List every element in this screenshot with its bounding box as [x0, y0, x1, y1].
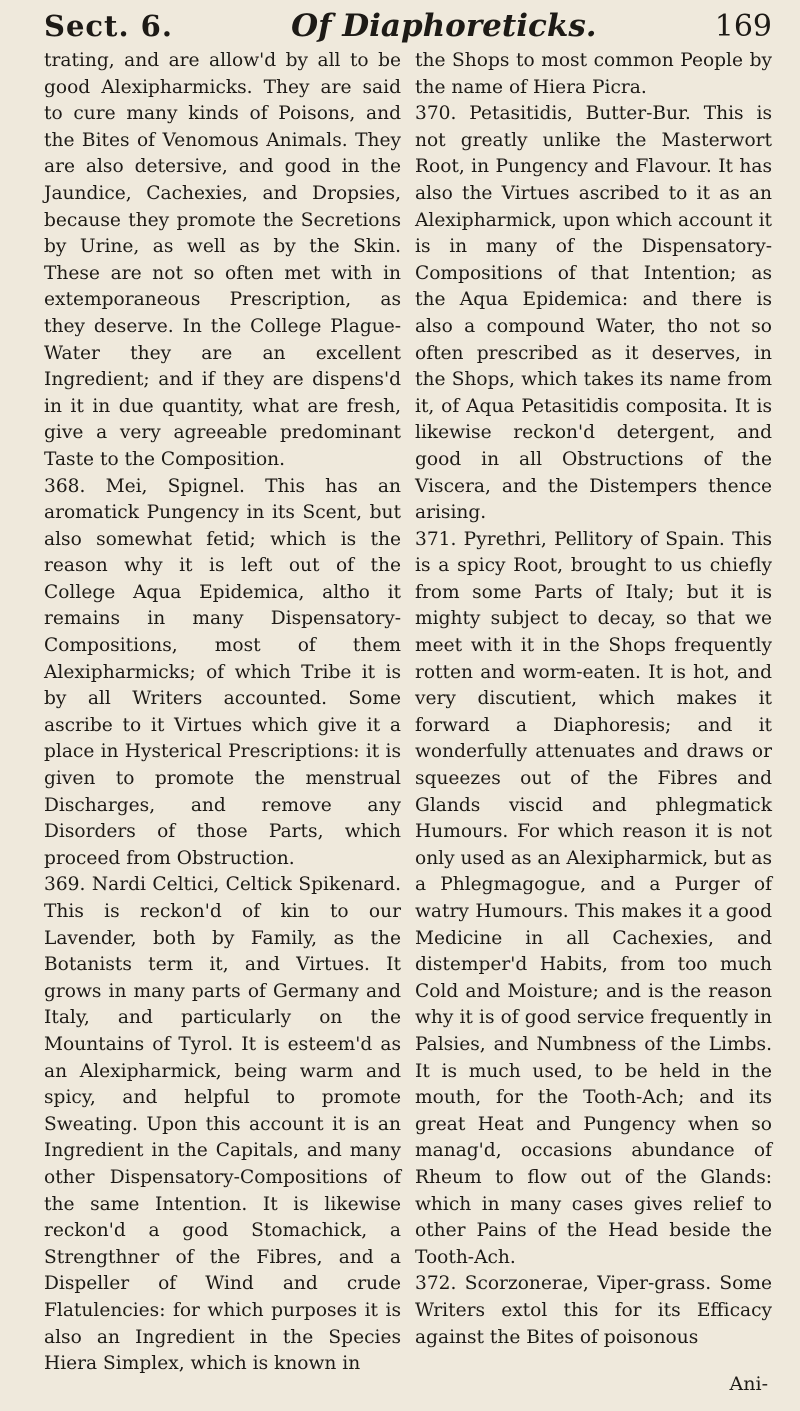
right-column — [415, 48, 772, 1378]
entry-368-mei: 368. Mei, Spignel. This has an aromatick Pungency in its Scent, but also somewhat fetid; which is the reason why it is left out of the College Aqua Epidemica, altho it remains in many Dispensatory-Compositions, most of them Alexipharmicks; of which Tribe it is by all Writers accounted. Some ascribe to it Virtues which give it a place in Hysterical Prescriptions: it is given to promote the menstrual Discharges, and remove any Disorders of those Parts, which proceed from Obstruction. — [44, 475, 401, 869]
running-title: Of Diaphoreticks. — [291, 8, 597, 44]
paragraph-plague-water: trating, and are allow'd by all to be good Alexipharmicks. They are said to cure many kinds of Poisons, and the Bites of Venomous Animals. They are also detersive, and good in the Jaundice, Cachexies, and Dropsies, because they promote the Secretions by Urine, as well as by the Skin. These are not so often met with in extemporaneous Prescription, as they deserve. In the College Plague-Water they are an excellent Ingredient; and if they are dispens'd in it in due quantity, what are fresh, give a very agreeable predominant Taste to the Composition. — [44, 50, 401, 470]
section-label: Sect. 6. — [44, 9, 173, 43]
catchword: Ani- — [729, 1373, 768, 1395]
left-column — [44, 48, 401, 1378]
entry-371-pyrethri: 371. Pyrethri, Pellitory of Spain. This is a spicy Root, brought to us chiefly from some Parts of Italy; but it is mighty subject to decay, so that we meet with it in the Shops frequently rotten and worm-eaten. It is hot, and very discutient, which makes it forward a Diaphoresis; and it wonderfully attenuates and draws or squeezes out of the Fibres and Glands viscid and phlegmatick Humours. For which reason it is not only used as an Alexipharmick, but as a Phlegmagogue, and a Purger of watry Humours. This makes it a good Medicine in all Cachexies, and distemper'd Habits, from too much Cold and Moisture; and is the reason why it is of good service frequently in Palsies, and Numbness of the Limbs. It is much used, to be held in the mouth, for the Tooth-Ach; and its great Heat and Pungency when so manag'd, occasions abundance of Rheum to flow out of the Glands: which in many cases gives relief to other Pains of the Head beside the Tooth-Ach. — [415, 528, 773, 1268]
entry-372-scorzonerae: 372. Scorzonerae, Viper-grass. Some Writers extol this for its Efficacy against the Bites of poisonous — [415, 1273, 772, 1348]
entry-370-petasitidis: 370. Petasitidis, Butter-Bur. This is not greatly unlike the Masterwort Root, in Pungency and Flavour. It has also the Virtues ascribed to it as an Alexipharmick, upon which account it is in many of the Dispensatory-Compositions of that Intention; as the Aqua Epidemica: and there is also a compound Water, tho not so often prescribed as it deserves, in the Shops, which takes its name from it, of Aqua Petasitidis composita. It is likewise reckon'd detergent, and good in all Obstructions of the Viscera, and the Distempers thence arising. — [415, 103, 772, 524]
text-columns — [44, 48, 772, 1378]
paragraph-hiera-picra: the Shops to most common People by the name of Hiera Picra. — [415, 50, 772, 98]
page-number: 169 — [714, 9, 772, 44]
entry-369-nardi-celtici: 369. Nardi Celtici, Celtick Spikenard. This is reckon'd of kin to our Lavender, both by Family, as the Botanists term it, and Virtues. It grows in many parts of Germany and Italy, and particularly on the Mountains of Tyrol. It is esteem'd as an Alexipharmick, being warm and spicy, and helpful to promote Sweating. Upon this account it is an Ingredient in the Capitals, and many other Dispensatory-Compositions of the same Intention. It is likewise reckon'd a good Stomachick, a Strengthner of the Fibres, and a Dispeller of Wind and crude Flatulencies: for which purposes it is also an Ingredient in the Species Hiera Simplex, which is known in — [44, 874, 401, 1375]
running-header — [44, 8, 772, 48]
